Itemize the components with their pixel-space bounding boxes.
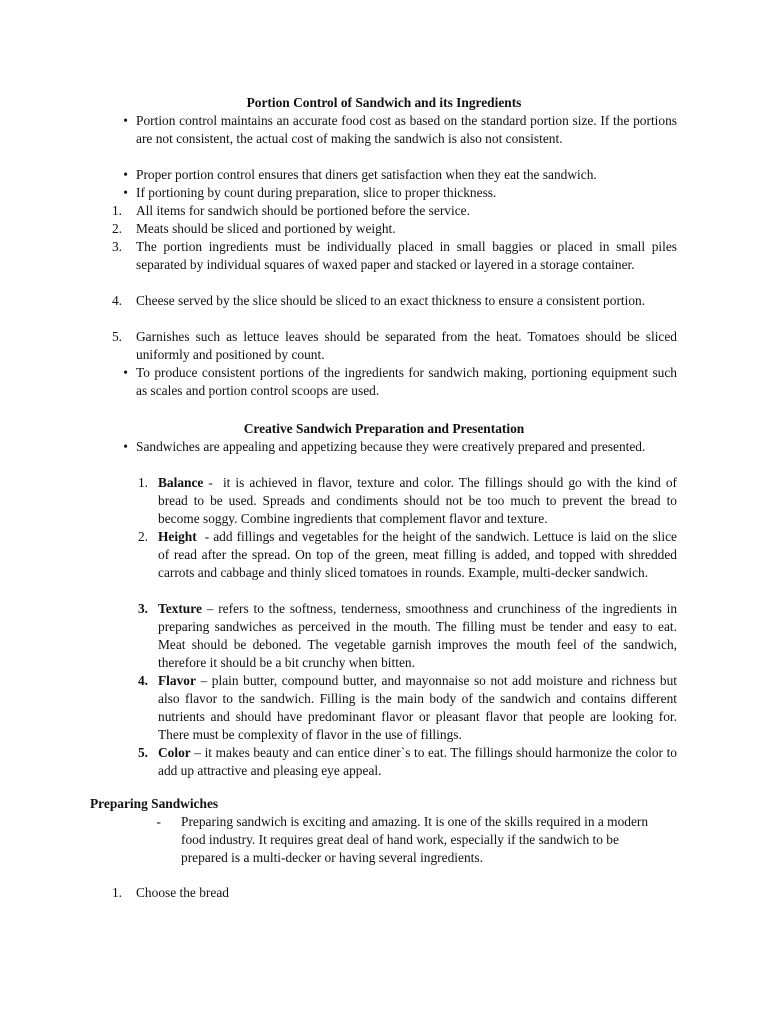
bullet-text: Sandwiches are appealing and appetizing because they were creatively prepared and presented. <box>136 439 646 454</box>
bullet-text: If portioning by count during preparation, slice to proper thickness. <box>136 185 497 200</box>
bullet-marker: • <box>123 167 128 182</box>
bullet-item <box>0 438 768 474</box>
list-text: Meats should be sliced and portioned by weight. <box>136 221 396 236</box>
bullet-marker: • <box>123 439 128 454</box>
bullet-item <box>0 184 768 202</box>
bullet-marker: • <box>123 365 128 380</box>
term-separator: – <box>190 745 205 760</box>
bullet-item <box>0 112 768 166</box>
term-label: Color <box>158 745 191 760</box>
list-item <box>0 238 768 292</box>
list-text: All items for sandwich should be portioned before the service. <box>136 203 470 218</box>
section-title: Portion Control of Sandwich and its Ingredients <box>246 95 522 110</box>
list-item <box>0 328 768 364</box>
bullet-item <box>0 166 768 184</box>
section-portion-control <box>0 94 768 400</box>
term-label: Balance <box>158 475 204 490</box>
term-description: add fillings and vegetables for the height of the sandwich. Lettuce is laid on the slice of read after the spread. On top of the green, meat filling is added, and topped with shredded carrots and cabbage and thinly sliced tomatoes in rounds. Example, multi-decker sandwich. <box>158 529 677 580</box>
term-description: it makes beauty and can entice diner`s to eat. The fillings should harmonize the color to add up attractive and pleasing eye appeal. <box>158 745 677 778</box>
list-number: 4. <box>111 293 122 308</box>
bullet-marker: • <box>123 185 128 200</box>
dash-item <box>0 813 768 867</box>
list-text <box>158 600 677 672</box>
list-item-color <box>0 744 768 780</box>
list-text <box>158 744 677 780</box>
list-item-flavor <box>0 672 768 744</box>
list-number: 3. <box>111 239 122 254</box>
term-label: Flavor <box>158 673 196 688</box>
list-number: 1. <box>111 203 122 218</box>
list-text: Garnishes such as lettuce leaves should be separated from the heat. Tomatoes should be sliced uniformly and positioned by count. <box>136 329 677 362</box>
list-item <box>0 292 768 328</box>
list-item-balance <box>0 474 768 528</box>
list-number: 5. <box>111 329 122 344</box>
term-label: Height <box>158 529 197 544</box>
bullet-item <box>0 364 768 400</box>
dash-marker: - <box>156 814 161 829</box>
bullet-text: To produce consistent portions of the ingredients for sandwich making, portioning equipment such as scales and portion control scoops are used. <box>136 365 677 398</box>
list-item-texture <box>0 600 768 672</box>
list-text: The portion ingredients must be individually placed in small baggies or placed in small piles separated by individual squares of waxed paper and stacked or layered in a storage container. <box>136 239 677 272</box>
list-item <box>0 220 768 238</box>
term-description: refers to the softness, tenderness, smoothness and crunchiness of the ingredients in preparing sandwiches as perceived in the mouth. The filling must be tender and easy to eat. Meat should be deboned. The vegetable garnish improves the mouth feel of the sandwich, therefore it should be a bit crunchy when bitten. <box>158 601 678 670</box>
list-number: 4. <box>137 673 148 688</box>
term-separator: – <box>201 601 219 616</box>
term-separator: – <box>195 673 212 688</box>
list-number: 1. <box>137 475 148 490</box>
section-creative-preparation <box>0 420 768 780</box>
list-text <box>158 672 677 744</box>
list-number: 3. <box>137 601 148 616</box>
list-text <box>158 474 677 528</box>
bullet-marker: • <box>123 113 128 128</box>
list-text <box>158 528 677 582</box>
section-title: Creative Sandwich Preparation and Presentation <box>243 421 525 436</box>
bullet-text: Proper portion control ensures that diners get satisfaction when they eat the sandwich. <box>136 167 597 182</box>
dash-text: Preparing sandwich is exciting and amazing. It is one of the skills required in a modern food industry. It requires great deal of hand work, especially if the sandwich to be prepared is a multi-decker or having several ingredients. <box>181 814 649 865</box>
list-text: Cheese served by the slice should be sliced to an exact thickness to ensure a consistent portion. <box>136 293 646 308</box>
term-description: plain butter, compound butter, and mayonnaise so not add moisture and richness but also flavor to the sandwich. Filling is the main body of the sandwich and contains different nutrients and should have predominant flavor or pleasant flavor that people are looking for. There must be complexity of flavor in the use of fillings. <box>158 673 677 742</box>
list-number: 2. <box>137 529 148 544</box>
list-text: Choose the bread <box>136 885 229 900</box>
list-item <box>0 202 768 220</box>
bullet-text: Portion control maintains an accurate food cost as based on the standard portion size. If the portions are not consistent, the actual cost of making the sandwich is also not consistent. <box>136 113 677 146</box>
term-label: Texture <box>158 601 202 616</box>
section-heading: Preparing Sandwiches <box>90 796 219 811</box>
list-number: 2. <box>111 221 122 236</box>
term-separator: - <box>196 529 214 544</box>
term-separator: - <box>203 475 223 490</box>
term-description: it is achieved in flavor, texture and color. The fillings should go with the kind of bread to be used. Spreads and condiments should not be too much to prevent the bread to become soggy. Combine ingredients that complement flavor and texture. <box>158 475 677 526</box>
list-number: 5. <box>137 745 148 760</box>
list-item-height <box>0 528 768 600</box>
list-item <box>0 884 768 902</box>
list-number: 1. <box>111 885 122 900</box>
